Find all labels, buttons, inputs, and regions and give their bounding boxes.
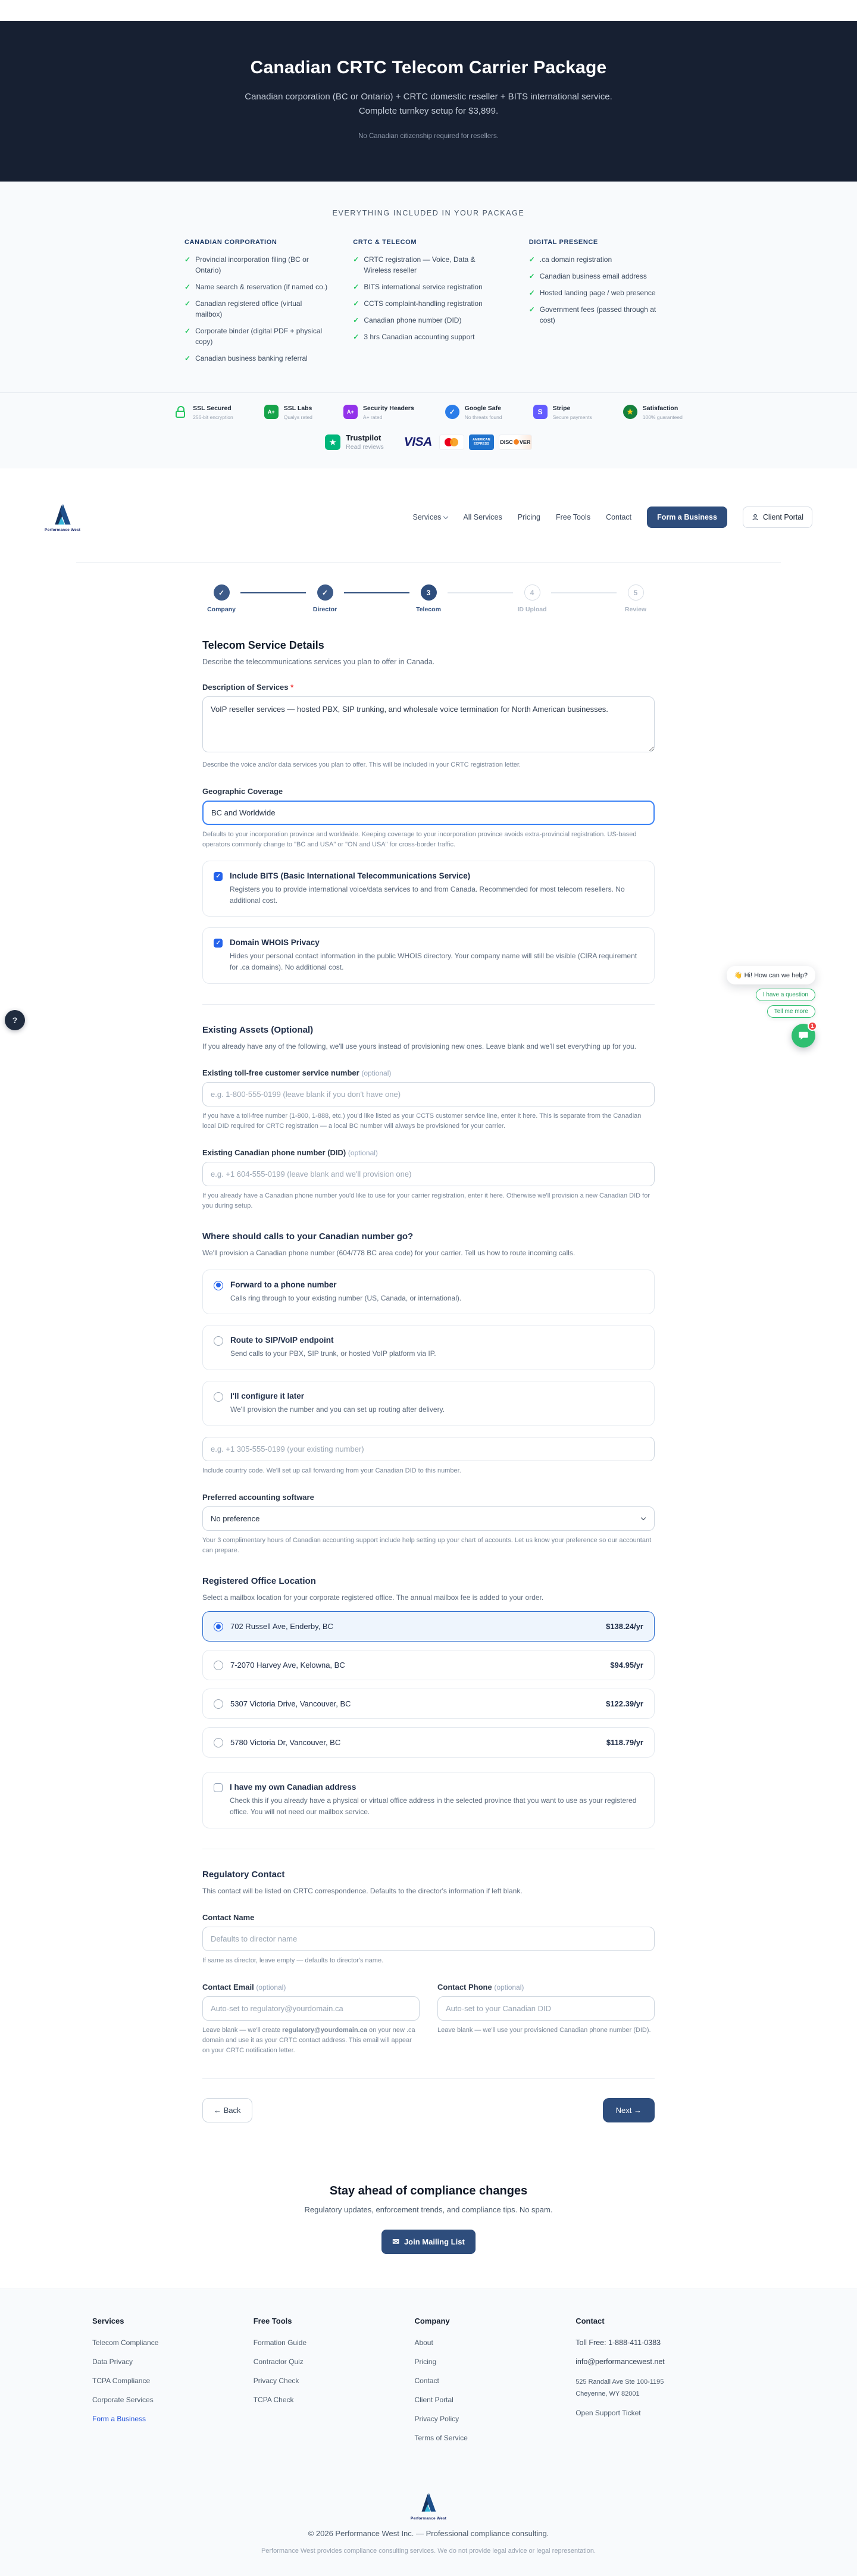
coverage-help: Defaults to your incorporation province and worldwide. Keeping coverage to your incorporation province avoids extra-provincial registration. US-based operators commonly change to "BC and USA" or "ON and USA" for cross-border traffic. <box>202 831 637 849</box>
forward-number-help: Include country code. We'll set up call forwarding from your Canadian DID to this number. <box>202 1467 461 1474</box>
step-connector <box>448 592 513 593</box>
nav-contact[interactable]: Contact <box>606 513 632 521</box>
check-icon <box>353 282 359 292</box>
visa-icon <box>402 434 434 450</box>
included-column-digital <box>529 239 673 370</box>
required-asterisk: * <box>290 683 294 692</box>
step-number: 3 <box>421 584 437 601</box>
optional-tag: (optional) <box>494 1983 524 1992</box>
chat-option-question[interactable]: I have a question <box>756 989 815 1001</box>
check-icon <box>353 254 359 276</box>
page-title: Canadian CRTC Telecom Carrier Package <box>250 58 607 77</box>
office-title: Registered Office Location <box>202 1575 316 1586</box>
brand-logo[interactable] <box>45 503 80 532</box>
office-price: $122.39/yr <box>606 1699 643 1709</box>
whois-label: Domain WHOIS Privacy <box>230 938 320 948</box>
whois-desc: Hides your personal contact information in the public WHOIS directory. Your company name will still be visible (CIRA requirement for .ca domains). No additional cost. <box>230 952 637 971</box>
footer-link-formation-guide[interactable]: Formation Guide <box>253 2339 307 2347</box>
footer-link-privacy-check[interactable]: Privacy Check <box>253 2377 299 2386</box>
badge-ssl-secured: SSL Secured 256-bit encryption <box>174 405 233 420</box>
forward-number-input[interactable] <box>202 1437 655 1461</box>
footer-column-contact: Contact Toll Free: 1-888-411-0383 info@performancewest.net 525 Randall Ave Ste 100-1195 Cheyenne, WY 82001 Open Support Ticket <box>575 2316 765 2453</box>
included-item: ✓ Corporate binder (digital PDF + physical copy) <box>184 326 328 347</box>
whois-option-card[interactable] <box>202 927 655 983</box>
chat-bubble-icon <box>798 1030 809 1041</box>
step-review[interactable]: 5 Review <box>617 584 655 613</box>
column-title: DIGITAL PRESENCE <box>528 239 598 246</box>
contact-email-input[interactable] <box>202 1996 420 2021</box>
step-telecom[interactable]: 3 Telecom <box>409 584 448 613</box>
footer-link-client-portal[interactable]: Client Portal <box>414 2396 453 2405</box>
description-help: Describe the voice and/or data services you plan to offer. This will be included in your CRTC registration letter. <box>202 761 521 768</box>
coverage-label: Geographic Coverage <box>202 787 283 796</box>
contact-name-help: If same as director, leave empty — defaults to director's name. <box>202 1957 384 1965</box>
mastercard-icon <box>439 434 464 450</box>
amex-icon <box>469 434 494 450</box>
footer-link-contractor-quiz[interactable]: Contractor Quiz <box>253 2358 304 2366</box>
aplus-icon <box>343 405 358 419</box>
accounting-select[interactable]: No preference <box>202 1506 655 1531</box>
included-column-crtc <box>353 239 503 370</box>
check-icon <box>529 304 535 326</box>
footer-link-support-ticket[interactable]: Open Support Ticket <box>575 2408 641 2417</box>
aplus-icon <box>264 405 279 419</box>
footer-column-company: Company About Pricing Contact Client Portal Privacy Policy Terms of Service <box>414 2316 575 2453</box>
office-radio[interactable] <box>214 1699 223 1709</box>
step-connector <box>240 592 306 593</box>
step-director[interactable]: ✓ Director <box>306 584 344 613</box>
hero-banner <box>0 21 857 182</box>
routing-sip-radio[interactable] <box>214 1336 223 1346</box>
badge-ssl-labs: A+ SSL Labs Qualys rated <box>264 405 312 420</box>
office-price: $138.24/yr <box>606 1622 643 1631</box>
check-icon <box>529 287 535 298</box>
nav-pricing[interactable]: Pricing <box>517 513 540 521</box>
footer-logo-icon <box>417 2492 440 2514</box>
bits-desc: Registers you to provide international voice/data services to and from Canada. Recommended for most telecom resellers. No additional cost. <box>230 885 625 905</box>
routing-subtitle: We'll provision a Canadian phone number (604/778 BC area code) for your carrier. Tell us how to route incoming calls. <box>202 1249 575 1258</box>
office-price: $118.79/yr <box>606 1738 643 1747</box>
nav-services[interactable]: Services <box>412 513 448 521</box>
contact-name-input[interactable] <box>202 1927 655 1951</box>
next-button[interactable]: Next → <box>603 2098 655 2122</box>
form-card <box>76 562 781 2157</box>
own-address-card[interactable]: I have my own Canadian address Check this if you already have a physical or virtual office address in the selected province that you want to use as your registered office. You will not need our mailbox service. <box>202 1772 655 1828</box>
footer-link-pricing[interactable]: Pricing <box>414 2358 437 2366</box>
discover-icon <box>499 434 532 450</box>
chat-launcher-button[interactable] <box>792 1024 815 1048</box>
step-connector <box>344 592 409 593</box>
check-icon <box>529 254 535 265</box>
help-floating-button[interactable] <box>5 1010 25 1030</box>
chat-greeting-bubble: 👋 Hi! How can we help? <box>727 966 815 984</box>
step-number: 5 <box>628 584 644 601</box>
footer-link-contact[interactable]: Contact <box>414 2377 439 2386</box>
footer-link-terms[interactable]: Terms of Service <box>414 2434 468 2443</box>
contact-phone-label: Contact Phone (optional) <box>437 1983 524 1992</box>
footer-link-telecom-compliance[interactable]: Telecom Compliance <box>92 2339 159 2347</box>
included-item: ✓ BITS international service registration <box>353 282 503 292</box>
step-id-upload[interactable]: 4 ID Upload <box>513 584 551 613</box>
office-radio[interactable] <box>214 1738 223 1747</box>
chat-unread-badge: 1 <box>808 1021 817 1031</box>
routing-title: Where should calls to your Canadian number go? <box>202 1231 414 1242</box>
included-heading: EVERYTHING INCLUDED IN YOUR PACKAGE <box>332 209 525 217</box>
client-portal-button[interactable]: Client Portal <box>743 507 812 528</box>
chat-widget <box>727 966 815 1048</box>
chevron-down-icon <box>641 1515 646 1520</box>
check-icon <box>353 315 359 326</box>
navbar <box>0 468 857 539</box>
existing-assets-subtitle: If you already have any of the following, we'll use yours instead of provisioning new ones. Leave blank and we'll set everything up for you. <box>202 1042 637 1051</box>
routing-option-sip[interactable]: Route to SIP/VoIP endpoint Send calls to your PBX, SIP trunk, or hosted VoIP platform via IP. <box>202 1325 655 1370</box>
contact-name-label: Contact Name <box>202 1913 255 1922</box>
did-help: If you already have a Canadian phone number you'd like to use for your carrier registration, enter it here. Otherwise we'll provision a new Canadian DID for you during setup. <box>202 1192 650 1210</box>
divider <box>202 1004 655 1005</box>
footer-copyright: © 2026 Performance West Inc. — Professional compliance consulting. <box>308 2529 549 2539</box>
bits-option-card[interactable] <box>202 861 655 917</box>
accounting-label: Preferred accounting software <box>202 1492 314 1502</box>
footer-phone[interactable]: Toll Free: 1-888-411-0383 <box>575 2339 661 2347</box>
star-icon <box>623 405 637 419</box>
included-item: ✓ Hosted landing page / web presence <box>529 287 673 298</box>
office-price: $94.95/yr <box>610 1661 643 1670</box>
included-item: ✓ Name search & reservation (if named co.) <box>184 282 328 292</box>
description-label: Description of Services * <box>202 683 294 692</box>
form-a-business-button[interactable]: Form a Business <box>647 507 727 528</box>
included-item: ✓ Canadian phone number (DID) <box>353 315 503 326</box>
description-textarea[interactable] <box>202 696 655 752</box>
included-column-corporation <box>184 239 328 370</box>
own-address-checkbox[interactable] <box>214 1783 223 1792</box>
included-item: ✓ Government fees (passed through at cost) <box>529 304 673 326</box>
footer-column-services: Services Telecom Compliance Data Privacy TCPA Compliance Corporate Services Form a Business <box>92 2316 254 2453</box>
included-item: ✓ Provincial incorporation filing (BC or Ontario) <box>184 254 328 276</box>
office-option-enderby[interactable]: 702 Russell Ave, Enderby, BC $138.24/yr <box>202 1611 655 1642</box>
included-item: ✓ 3 hrs Canadian accounting support <box>353 332 503 342</box>
trustpilot-star-icon <box>325 434 340 450</box>
office-radio[interactable] <box>214 1622 223 1631</box>
chevron-down-icon <box>443 514 448 518</box>
mail-icon <box>392 2237 399 2247</box>
regulatory-subtitle: This contact will be listed on CRTC correspondence. Defaults to the director's information if left blank. <box>202 1886 523 1895</box>
step-check-icon <box>214 584 230 601</box>
did-input[interactable] <box>202 1162 655 1186</box>
progress-stepper <box>202 584 655 613</box>
trustpilot-widget[interactable]: ★ Trustpilot Read reviews <box>325 433 384 451</box>
routing-option-later[interactable]: I'll configure it later We'll provision the number and you can set up routing after delivery. <box>202 1381 655 1426</box>
back-button[interactable]: ← Back <box>202 2098 252 2122</box>
step-number: 4 <box>524 584 540 601</box>
footer-link-privacy-policy[interactable]: Privacy Policy <box>414 2415 459 2424</box>
column-title: CRTC & TELECOM <box>353 239 417 246</box>
included-item: ✓ CCTS complaint-handling registration <box>353 298 503 309</box>
step-connector <box>551 592 617 593</box>
badge-stripe: S Stripe Secure payments <box>533 405 592 420</box>
footer-link-data-privacy[interactable]: Data Privacy <box>92 2358 133 2366</box>
footer-email[interactable]: info@performancewest.net <box>575 2358 665 2366</box>
footer-disclaimer: Performance West provides compliance consulting services. We do not provide legal advice or legal representation. <box>261 2547 596 2555</box>
newsletter-title: Stay ahead of compliance changes <box>329 2184 528 2198</box>
contact-phone-input[interactable] <box>437 1996 655 2021</box>
footer-link-form-a-business[interactable]: Form a Business <box>92 2415 146 2424</box>
check-icon <box>353 298 359 309</box>
check-icon <box>184 353 190 364</box>
footer-link-about[interactable]: About <box>414 2339 433 2347</box>
bits-checkbox[interactable] <box>214 872 223 881</box>
footer-link-tcpa-compliance[interactable]: TCPA Compliance <box>92 2377 151 2386</box>
payments-row <box>0 426 857 468</box>
included-item: ✓ Canadian business email address <box>529 271 673 282</box>
join-mailing-list-button[interactable]: ✉ Join Mailing List <box>381 2230 476 2254</box>
footer-column-free-tools: Free Tools Formation Guide Contractor Quiz Privacy Check TCPA Check <box>254 2316 415 2453</box>
check-icon <box>184 326 190 347</box>
contact-email-label: Contact Email (optional) <box>202 1983 286 1992</box>
step-check-icon <box>317 584 333 601</box>
regulatory-title: Regulatory Contact <box>202 1869 285 1880</box>
trust-badges-row <box>0 392 857 426</box>
newsletter-subtitle: Regulatory updates, enforcement trends, and compliance tips. No spam. <box>304 2205 553 2215</box>
routing-option-forward[interactable]: Forward to a phone number Calls ring through to your existing number (US, Canada, or international). <box>202 1270 655 1315</box>
office-radio[interactable] <box>214 1661 223 1670</box>
step-company[interactable]: ✓ Company <box>202 584 240 613</box>
tollfree-help: If you have a toll-free number (1-800, 1-888, etc.) you'd like listed as your CCTS customer service line, enter it here. This is separate from the Canadian local DID required for CRTC registration — a local BC number will always be provisioned for your carrier. <box>202 1112 642 1130</box>
check-icon <box>184 282 190 292</box>
optional-tag: (optional) <box>361 1069 392 1078</box>
included-item: ✓ Canadian business banking referral <box>184 353 328 364</box>
included-item: ✓ CRTC registration — Voice, Data & Wireless reseller <box>353 254 503 276</box>
badge-security-headers: A+ Security Headers A+ rated <box>343 405 414 420</box>
column-title: CANADIAN CORPORATION <box>184 239 277 246</box>
tollfree-input[interactable] <box>202 1082 655 1106</box>
footer-address: 525 Randall Ave Ste 100-1195 Cheyenne, WY 82001 <box>575 2378 664 2398</box>
office-option-victoria-dr[interactable]: 5780 Victoria Dr, Vancouver, BC $118.79/yr <box>202 1727 655 1758</box>
did-label: Existing Canadian phone number (DID) (optional) <box>202 1148 378 1158</box>
footer <box>0 2289 857 2576</box>
stripe-icon <box>533 405 548 419</box>
badge-satisfaction: ★ Satisfaction 100% guaranteed <box>623 405 683 420</box>
hero-note: No Canadian citizenship required for resellers. <box>358 133 499 140</box>
office-option-victoria-drive[interactable]: 5307 Victoria Drive, Vancouver, BC $122.39/yr <box>202 1689 655 1719</box>
hero-subtitle: Canadian corporation (BC or Ontario) + CRTC domestic reseller + BITS international service. Complete turnkey setup for $3,899. <box>245 92 612 116</box>
accounting-help: Your 3 complimentary hours of Canadian accounting support include help setting up your chart of accounts. Let us know your preference so our accountant can prepare. <box>202 1536 652 1554</box>
coverage-input[interactable] <box>202 801 655 825</box>
optional-tag: (optional) <box>348 1149 378 1158</box>
tollfree-label: Existing toll-free customer service number (optional) <box>202 1068 392 1078</box>
form-title: Telecom Service Details <box>202 639 324 651</box>
footer-link-corporate-services[interactable]: Corporate Services <box>92 2396 154 2405</box>
bits-label: Include BITS (Basic International Telecommunications Service) <box>230 871 471 881</box>
lock-icon <box>176 411 185 418</box>
office-option-kelowna[interactable]: 7-2070 Harvey Ave, Kelowna, BC $94.95/yr <box>202 1650 655 1680</box>
chat-option-tell-me-more[interactable]: Tell me more <box>767 1005 815 1018</box>
logo-icon <box>49 503 76 527</box>
optional-tag: (optional) <box>256 1983 286 1992</box>
included-item: ✓ .ca domain registration <box>529 254 673 265</box>
nav-free-tools[interactable]: Free Tools <box>555 513 591 521</box>
footer-brand-name: Performance West <box>410 2516 447 2521</box>
person-icon <box>752 514 759 521</box>
badge-google-safe: ✓ Google Safe No threats found <box>445 405 502 420</box>
brand-name: Performance West <box>45 527 81 532</box>
contact-email-help: Leave blank — we'll create regulatory@yourdomain.ca on your new .ca domain and use it as your CRTC contact address. This email will appear on your CRTC notification letter. <box>202 2027 415 2055</box>
existing-assets-title: Existing Assets (Optional) <box>202 1024 314 1035</box>
check-icon <box>184 298 190 320</box>
form-subtitle: Describe the telecommunications services you plan to offer in Canada. <box>202 658 435 666</box>
contact-phone-help: Leave blank — we'll use your provisioned Canadian phone number (DID). <box>437 2027 651 2034</box>
included-item: ✓ Canadian registered office (virtual mailbox) <box>184 298 328 320</box>
check-icon <box>184 254 190 276</box>
newsletter-section <box>0 2157 857 2289</box>
check-shield-icon <box>445 405 459 419</box>
footer-link-tcpa-check[interactable]: TCPA Check <box>253 2396 294 2405</box>
routing-later-radio[interactable] <box>214 1392 223 1402</box>
nav-all-services[interactable]: All Services <box>463 513 502 521</box>
whois-checkbox[interactable] <box>214 939 223 948</box>
check-icon <box>529 271 535 282</box>
routing-forward-radio[interactable] <box>214 1281 223 1290</box>
office-subtitle: Select a mailbox location for your corporate registered office. The annual mailbox fee is added to your order. <box>202 1593 544 1602</box>
package-included-section <box>0 182 857 392</box>
check-icon <box>353 332 359 342</box>
